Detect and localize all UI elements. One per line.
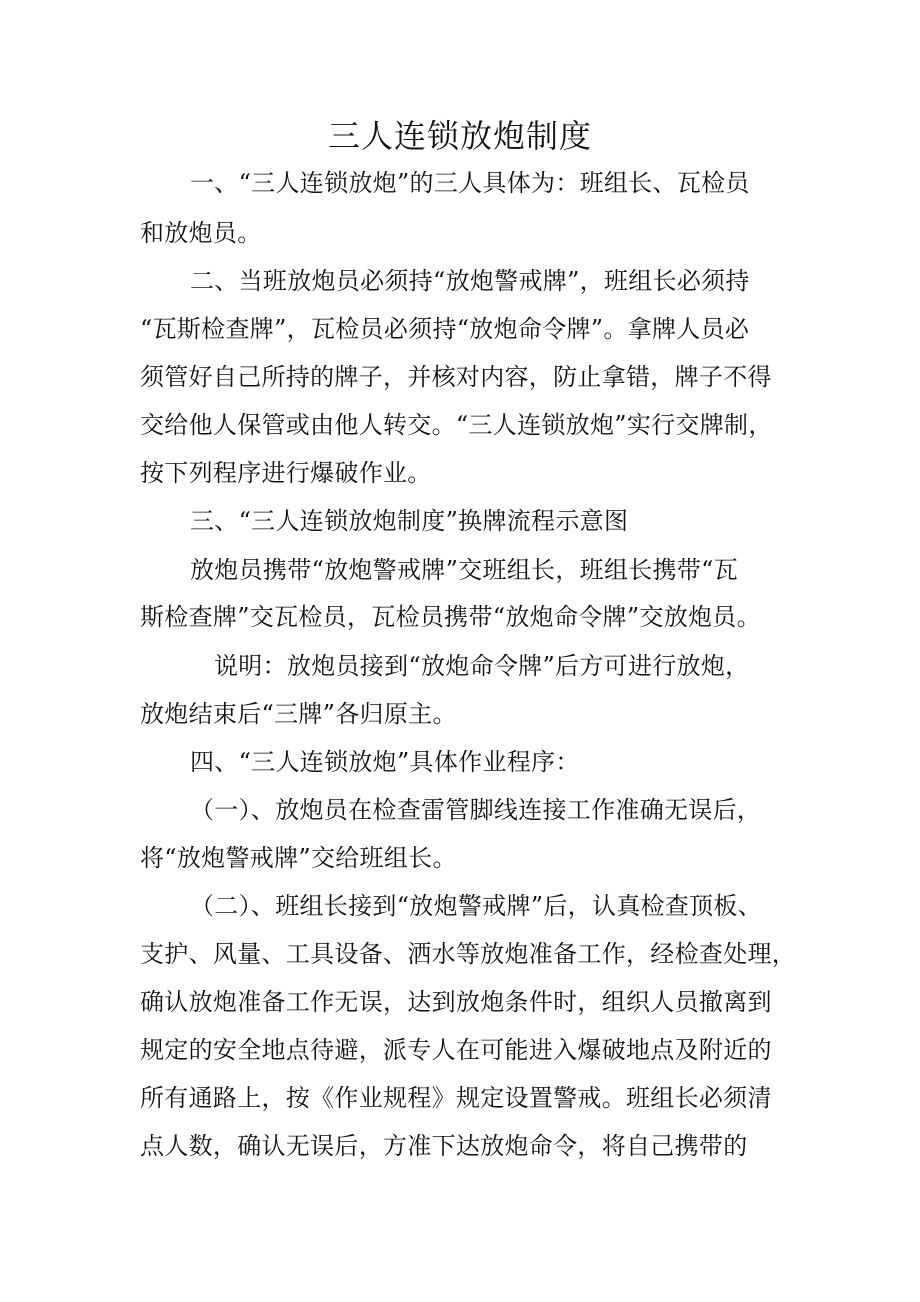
step-2-line-6: 点人数，确认无误后，方准下达放炮命令，将自己携带的 xyxy=(140,1132,748,1160)
flow-description-line-2: 斯检查牌”交瓦检员，瓦检员携带“放炮命令牌”交放炮员。 xyxy=(140,603,761,631)
section-2-line-2: “瓦斯检查牌”，瓦检员必须持“放炮命令牌”。拿牌人员必 xyxy=(140,315,750,343)
note-line-1: 说明：放炮员接到“放炮命令牌”后方可进行放炮， xyxy=(214,652,750,680)
step-1-line-1: （一）、放炮员在检查雷管脚线连接工作准确无误后， xyxy=(190,796,762,824)
step-2-line-4: 规定的安全地点待避，派专人在可能进入爆破地点及附近的 xyxy=(140,1036,772,1064)
section-2-line-1: 二、当班放炮员必须持“放炮警戒牌”，班组长必须持 xyxy=(190,267,750,295)
step-2-line-1: （二）、班组长接到“放炮警戒牌”后，认真检查顶板、 xyxy=(190,892,763,920)
section-1-line-2: 和放炮员。 xyxy=(140,219,262,247)
section-3-heading: 三、“三人连锁放炮制度”换牌流程示意图 xyxy=(190,507,629,535)
section-2-line-5: 按下列程序进行爆破作业。 xyxy=(140,459,432,487)
step-2-line-5: 所有通路上，按《作业规程》规定设置警戒。班组长必须清 xyxy=(140,1084,772,1112)
section-4-heading: 四、“三人连锁放炮”具体作业程序： xyxy=(190,748,580,776)
step-2-line-2: 支护、风量、工具设备、洒水等放炮准备工作，经检查处理， xyxy=(140,940,797,968)
step-1-line-2: 将“放炮警戒牌”交给班组长。 xyxy=(140,844,457,872)
note-line-2: 放炮结束后“三牌”各归原主。 xyxy=(140,700,457,728)
flow-description-line-1: 放炮员携带“放炮警戒牌”交班组长，班组长携带“瓦 xyxy=(190,556,739,584)
page-title: 三人连锁放炮制度 xyxy=(327,117,592,155)
section-1-line-1: 一、“三人连锁放炮”的三人具体为：班组长、瓦检员 xyxy=(190,169,750,197)
section-2-line-4: 交给他人保管或由他人转交。“三人连锁放炮”实行交牌制， xyxy=(140,411,773,439)
step-2-line-3: 确认放炮准备工作无误，达到放炮条件时，组织人员撤离到 xyxy=(140,988,772,1016)
section-2-line-3: 须管好自己所持的牌子，并核对内容，防止拿错，牌子不得 xyxy=(140,363,772,391)
